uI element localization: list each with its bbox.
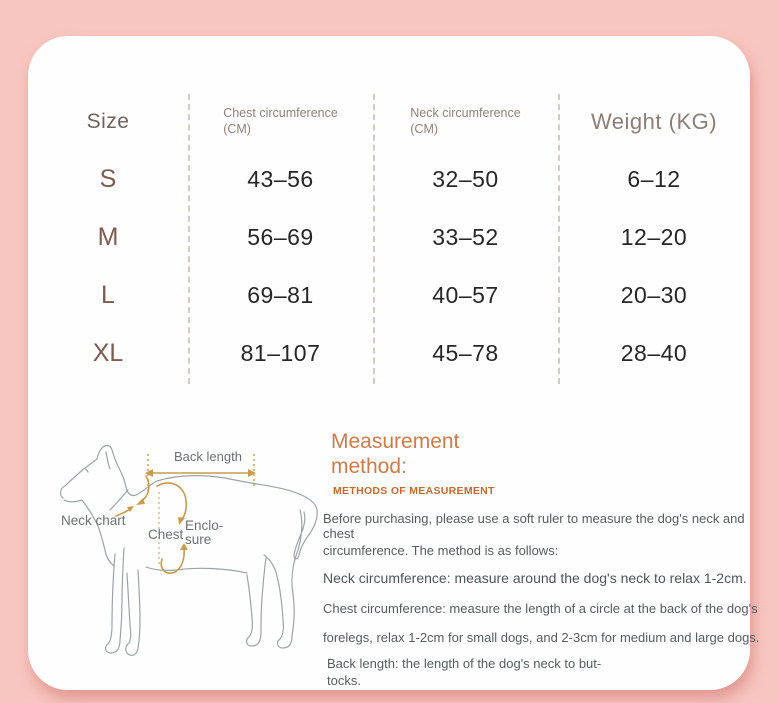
- neck-value: 45–78: [432, 339, 499, 366]
- column-header-chest: [223, 106, 338, 137]
- column-header-chest-label: Chest circumference: [223, 106, 338, 121]
- measurement-text-line: Back length: the length of the dog's neck to but-: [327, 655, 602, 671]
- chest-value: 81–107: [240, 339, 321, 366]
- size-chart-card: [28, 36, 760, 690]
- measurement-text-line: Neck circumference: measure around the dog's neck to relax 1-2cm.: [323, 569, 747, 586]
- size-cell: S: [99, 164, 117, 193]
- neck-value: 40–57: [432, 281, 499, 308]
- size-cell: L: [101, 280, 115, 309]
- column-header-size: Size: [86, 110, 130, 133]
- column-divider: [373, 94, 375, 384]
- neck-value: 33–52: [432, 223, 499, 250]
- weight-value: 12–20: [620, 223, 688, 250]
- back-length-label: Back length: [174, 449, 242, 464]
- dog-outline-illustration: [61, 446, 318, 656]
- size-table: [28, 94, 750, 382]
- size-cell: M: [97, 222, 119, 251]
- measurement-subtitle: METHODS OF MEASUREMENT: [333, 484, 495, 497]
- chest-label: Chest: [148, 527, 184, 542]
- column-header-neck: [410, 106, 520, 137]
- column-header-weight: Weight (KG): [590, 109, 718, 134]
- neck-chart-label: Neck chart: [61, 513, 126, 528]
- chest-value: 56–69: [247, 223, 314, 250]
- chest-value: 69–81: [247, 281, 314, 308]
- measurement-text-line: tocks.: [327, 672, 361, 688]
- measurement-title: Measurement method:: [331, 430, 460, 478]
- dog-measurement-diagram: [50, 440, 320, 675]
- measurement-text-line: Before purchasing, please use a soft ruler to measure the dog's neck and chest: [323, 510, 745, 541]
- measurement-section: [323, 430, 763, 688]
- column-header-neck-label: Neck circumference: [410, 106, 521, 121]
- chest-value: 43–56: [247, 165, 314, 192]
- measurement-text-line: circumference. The method is as follows:: [323, 542, 559, 558]
- enclosure-label-line2: sure: [185, 532, 212, 548]
- weight-value: 20–30: [620, 281, 688, 308]
- column-header-chest-unit: (CM): [223, 122, 251, 136]
- measurement-text-line: Chest circumference: measure the length of a circle at the back of the dog's: [323, 600, 758, 616]
- column-header-neck-unit: (CM): [410, 122, 439, 136]
- column-divider: [188, 94, 190, 384]
- neck-value: 32–50: [432, 165, 499, 192]
- enclosure-label: [185, 519, 223, 547]
- size-cell: XL: [92, 338, 124, 367]
- measurement-text-line: forelegs, relax 1-2cm for small dogs, and 2-3cm for medium and large dogs.: [323, 629, 760, 645]
- weight-value: 28–40: [620, 339, 688, 366]
- weight-value: 6–12: [627, 165, 681, 192]
- column-divider: [558, 94, 560, 384]
- enclosure-label-line1: Enclo-: [185, 518, 224, 533]
